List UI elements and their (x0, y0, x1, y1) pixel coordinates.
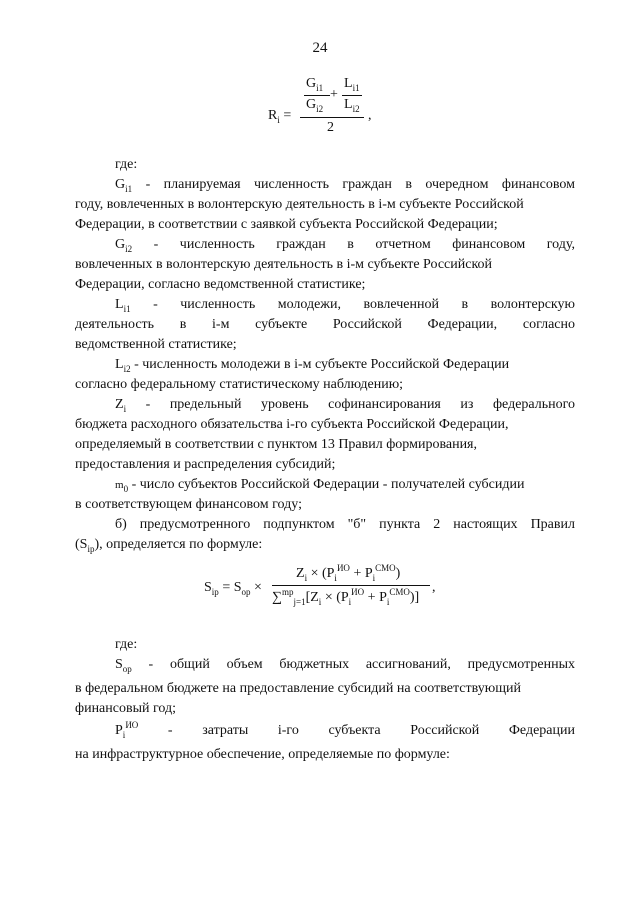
def-li1-line2: деятельность в i-м субъекте Российской Федерации, согласно (75, 317, 575, 332)
def-sop-line3: финансовый год; (75, 701, 176, 716)
formula1-g-bar (304, 95, 330, 96)
where-label-1: где: (115, 157, 138, 172)
item-b-line1: б) предусмотренного подпунктом "б" пункта 2 настоящих Правил (115, 517, 575, 532)
formula1-plus: + (330, 87, 338, 102)
def-gi1-line1: $G_{i1}$ - планируемая численность граждан в очередном финансовом (115, 177, 575, 194)
def-sop-line1: $S_{op}$ - общий объем бюджетных ассигнований, предусмотренных (115, 657, 575, 674)
def-gi2-line3: Федерации, согласно ведомственной статистике; (75, 277, 366, 292)
formula1-g2: $G_{i2}$ (306, 97, 324, 114)
where-label-2: где: (115, 637, 138, 652)
def-pio-line1: $P_i^{ИО}$ - затраты i-го субъекта Российской Федерации (115, 720, 575, 740)
def-li1-line1: $L_{i1}$ - численность молодежи, вовлеченной в волонтерскую (115, 297, 575, 314)
formula2-comma: , (432, 580, 436, 595)
item-b-line2: $(S_{ip})$, определяется по формуле: (75, 537, 263, 554)
formula2-denominator: $\sum^{mp}_{j=1}[Z_i \times (P_i^{ИО} + P_i^{СМО})]$ (272, 587, 420, 607)
formula1-main-bar (300, 117, 364, 118)
def-gi2-line1: $G_{i2}$ - численность граждан в отчетном финансовом году, (115, 237, 575, 254)
def-zi-line1: $Z_i$ - предельный уровень софинансирования из федерального (115, 397, 575, 414)
def-zi-line2: бюджета расходного обязательства i-го субъекта Российской Федерации, (75, 417, 509, 432)
formula1-g1: $G_{i1}$ (306, 76, 324, 93)
formula2-main-bar (272, 585, 430, 586)
formula1-den: 2 (327, 120, 334, 135)
def-li2-line2: согласно федеральному статистическому наблюдению; (75, 377, 404, 392)
def-sop-line2: в федеральном бюджете на предоставление субсидий на соответствующий (75, 681, 521, 696)
def-zi-line4: предоставления и распределения субсидий; (75, 457, 336, 472)
def-zi-line3: определяемый в соответствии с пунктом 13 Правил формирования, (75, 437, 478, 452)
def-li2-line1: $L_{i2}$ - численность молодежи в i-м субъекте Российской Федерации (115, 357, 510, 374)
formula1-l1: $L_{i1}$ (344, 76, 360, 93)
def-gi1-line2: году, вовлеченных в волонтерскую деятельность в i-м субъекте Российской (75, 197, 524, 212)
def-gi2-line2: вовлеченных в волонтерскую деятельность в i-м субъекте Российской (75, 257, 493, 272)
formula2-lhs: $S_{ip} = S_{op}$ × (204, 580, 262, 597)
def-m0-line1: $m_0$ - число субъектов Российской Федерации - получателей субсидии (115, 477, 525, 494)
def-m0-line2: в соответствующем финансовом году; (75, 497, 302, 512)
def-pio-line2: на инфраструктурное обеспечение, определяемые по формуле: (75, 747, 450, 762)
def-li1-line3: ведомственной статистике; (75, 337, 237, 352)
formula2-numerator: $Z_i \times (P_i^{ИО} + P_i^{СМО})$ (296, 563, 401, 583)
formula1-l2: $L_{i2}$ (344, 97, 360, 114)
page-number: 24 (312, 40, 328, 56)
formula1-lhs: $R_i$ = (268, 108, 292, 125)
def-gi1-line3: Федерации, в соответствии с заявкой субъекта Российской Федерации; (75, 217, 498, 232)
formula1-l-bar (342, 95, 362, 96)
formula1-comma: , (368, 108, 372, 123)
